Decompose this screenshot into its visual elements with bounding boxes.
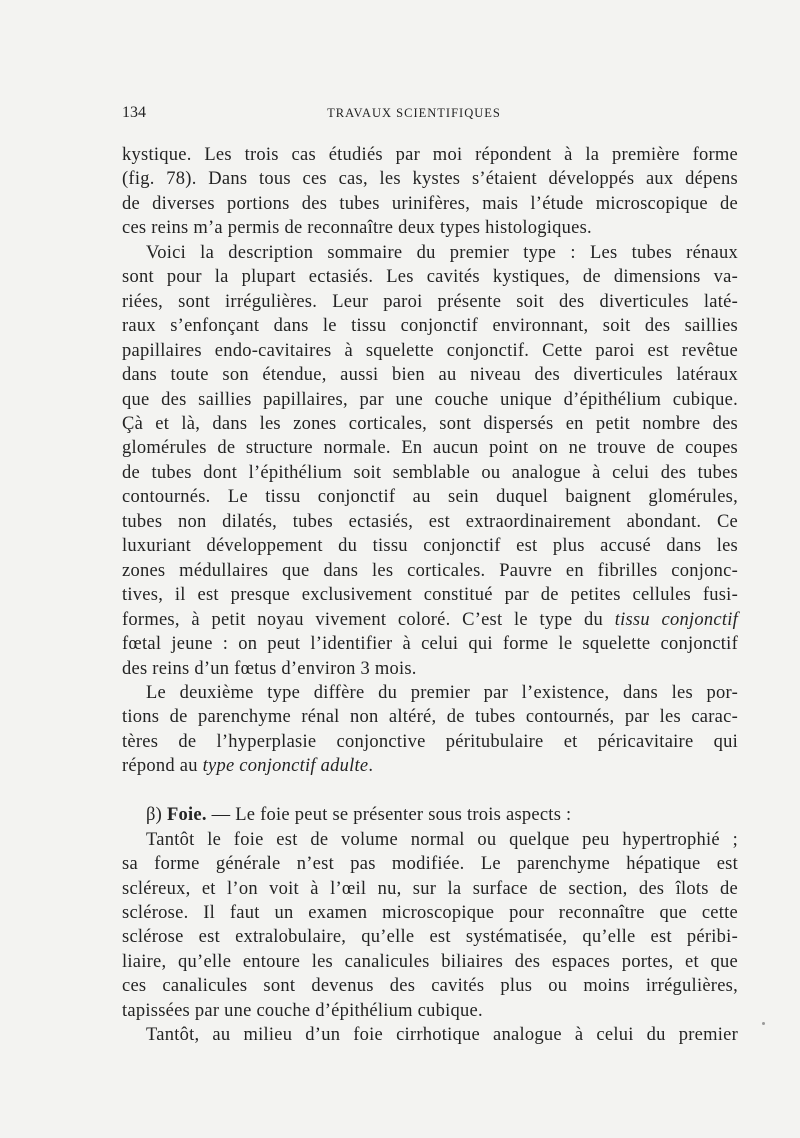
text-line	[122, 168, 738, 190]
text-segment: ces canalicules sont devenus des cavités plus ou moins irrégulières,	[122, 976, 738, 997]
text-segment: tubes non dilatés, tubes ectasiés, est extraordinairement abondant. Ce	[122, 511, 738, 532]
text-line	[122, 535, 738, 557]
text-segment: tives, il est presque exclusivement constitué par de petites cellules fusi-	[122, 585, 738, 606]
text-line	[122, 731, 738, 753]
text-line	[122, 486, 738, 508]
text-segment: zones médullaires que dans les corticales. Pauvre en fibrilles conjonc-	[122, 560, 738, 581]
text-line	[146, 242, 738, 264]
text-line	[122, 584, 738, 606]
text-line	[122, 951, 738, 973]
text-segment: liaire, qu’elle entoure les canalicules biliaires des espaces portes, et que	[122, 951, 738, 972]
text-line	[122, 878, 738, 900]
text-segment: ces reins m’a permis de reconnaître deux types histologiques.	[122, 218, 592, 239]
text-segment: Çà et là, dans les zones corticales, sont dispersés en petit nombre des	[122, 413, 738, 434]
text-line	[122, 902, 738, 924]
text-line	[122, 462, 738, 484]
text-segment: des reins d’un fœtus d’environ 3 mois.	[122, 658, 417, 679]
text-segment: formes, à petit noyau vivement coloré. C’est le type du	[122, 609, 615, 630]
text-line	[122, 266, 738, 288]
text-line	[122, 413, 738, 435]
text-segment: — Le foie peut se présenter sous trois aspects :	[206, 805, 572, 826]
text-segment: tapissées par une couche d’épithélium cubique.	[122, 1000, 483, 1021]
text-line	[122, 217, 738, 239]
scan-speck	[762, 1022, 765, 1025]
text-line	[146, 829, 738, 851]
text-segment: contournés. Le tissu conjonctif au sein duquel baignent glomérules,	[122, 487, 738, 508]
text-segment: de diverses portions des tubes urinifères, mais l’étude microscopique de	[122, 193, 738, 214]
text-segment: Le deuxième type diffère du premier par l’existence, dans les por-	[146, 682, 738, 703]
text-line	[122, 511, 738, 533]
text-line	[146, 804, 738, 826]
text-segment: répond au	[122, 756, 203, 777]
text-segment: (fig. 78). Dans tous ces cas, les kystes s’étaient développés aux dépens	[122, 169, 738, 190]
running-title: TRAVAUX SCIENTIFIQUES	[327, 106, 501, 120]
text-line	[122, 853, 738, 875]
text-line	[122, 1000, 738, 1022]
section-heading: Foie.	[166, 805, 207, 826]
text-segment: riées, sont irrégulières. Leur paroi présente soit des diverticules laté-	[122, 291, 738, 312]
text-segment: β)	[146, 805, 167, 826]
text-segment: .	[368, 756, 374, 777]
text-segment: sclérose. Il faut un examen microscopique pour reconnaître que cette	[122, 903, 738, 923]
text-segment: tères de l’hyperplasie conjonctive péritubulaire et péricavitaire qui	[122, 731, 738, 752]
text-line	[122, 315, 738, 337]
text-segment: dans toute son étendue, aussi bien au niveau des diverticules latéraux	[122, 365, 738, 385]
text-segment: Tantôt, au milieu d’un foie cirrhotique analogue à celui du premier	[146, 1025, 738, 1046]
text-line	[122, 658, 738, 680]
text-segment: scléreux, et l’on voit à l’œil nu, sur la surface de section, des îlots de	[122, 878, 738, 899]
text-segment: fœtal jeune : on peut l’identifier à celui qui forme le squelette conjonctif	[122, 634, 738, 654]
text-line	[146, 1024, 738, 1046]
text-line	[122, 560, 738, 582]
text-segment: sont pour la plupart ectasiés. Les cavités kystiques, de dimensions va-	[122, 267, 738, 288]
text-line	[122, 144, 738, 166]
text-segment: Tantôt le foie est de volume normal ou quelque peu hypertrophié ;	[146, 829, 738, 850]
text-line	[122, 193, 738, 215]
text-line	[122, 291, 738, 313]
text-segment: sa forme générale n’est pas modifiée. Le parenchyme hépatique est	[122, 854, 738, 875]
text-line	[122, 926, 738, 948]
text-line	[122, 633, 738, 655]
text-segment: Voici la description sommaire du premier type : Les tubes rénaux	[146, 242, 738, 263]
text-line	[146, 682, 738, 704]
text-segment: luxuriant développement du tissu conjonctif est plus accusé dans les	[122, 536, 738, 557]
text-segment: papillaires endo-cavitaires à squelette conjonctif. Cette paroi est revêtue	[122, 340, 738, 361]
text-segment: que des saillies papillaires, par une couche unique d’épithélium cubique.	[122, 389, 738, 410]
text-segment: kystique. Les trois cas étudiés par moi répondent à la première forme	[122, 145, 738, 165]
text-line	[122, 389, 738, 411]
text-line	[122, 975, 738, 997]
text-line	[122, 340, 738, 362]
text-line	[122, 755, 738, 777]
text-line	[122, 609, 738, 631]
text-line	[122, 706, 738, 728]
italic-text: tissu conjonctif	[614, 609, 738, 630]
italic-text: type conjonctif adulte	[202, 756, 369, 777]
text-line	[122, 437, 738, 459]
text-segment: glomérules de structure normale. En aucun point on ne trouve de coupes	[122, 438, 738, 459]
text-segment: raux s’enfonçant dans le tissu conjonctif environnant, soit des saillies	[122, 316, 738, 337]
text-segment: de tubes dont l’épithélium soit semblable ou analogue à celui des tubes	[122, 462, 738, 483]
text-line	[122, 364, 738, 386]
text-segment: sclérose est extralobulaire, qu’elle est systématisée, qu’elle est péribi-	[122, 927, 738, 948]
page-number: 134	[122, 104, 146, 121]
text-segment: tions de parenchyme rénal non altéré, de tubes contournés, par les carac-	[122, 707, 738, 728]
